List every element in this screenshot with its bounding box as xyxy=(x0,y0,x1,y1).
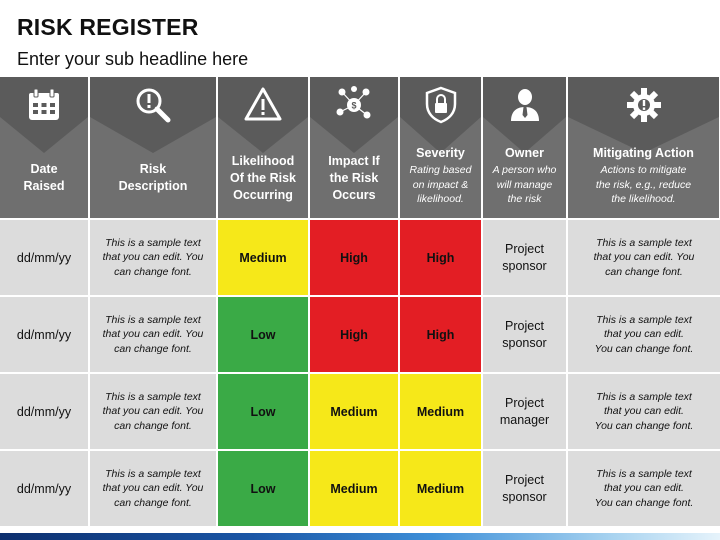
svg-text:$: $ xyxy=(351,100,357,111)
gear-icon xyxy=(624,85,664,125)
header-label: Severity xyxy=(416,146,465,160)
cell-severity: High xyxy=(400,220,481,295)
cell-severity: Medium xyxy=(400,451,481,526)
cell-owner: Project sponsor xyxy=(483,220,566,295)
cell-owner: Project sponsor xyxy=(483,451,566,526)
cell-mitigating-action: This is a sample text that you can edit. You can change font. xyxy=(568,451,720,526)
cell-mitigating-action: This is a sample text that you can edit. You can change font. xyxy=(568,220,720,295)
header-owner xyxy=(483,77,566,218)
cell-mitigating-action: This is a sample text that you can edit. You can change font. xyxy=(568,374,720,449)
magnifier-alert-icon xyxy=(133,85,173,125)
cell-likelihood: Low xyxy=(218,297,308,372)
cell-risk-description: This is a sample text that you can edit. You can change font. xyxy=(90,220,216,295)
cell-risk-description: This is a sample text that you can edit. You can change font. xyxy=(90,297,216,372)
header-label: Date Raised xyxy=(23,162,65,193)
cell-risk-description: This is a sample text that you can edit. You can change font. xyxy=(90,451,216,526)
cell-date-raised: dd/mm/yy xyxy=(0,451,88,526)
cell-impact: Medium xyxy=(310,451,398,526)
header-description xyxy=(90,77,216,218)
warning-icon xyxy=(243,85,283,125)
header-sublabel: Rating based on impact & likelihood. xyxy=(409,164,472,205)
calendar-icon xyxy=(24,85,64,125)
risk-register-table xyxy=(0,77,720,528)
header-severity xyxy=(400,77,481,218)
person-icon xyxy=(505,85,545,125)
header-likelihood xyxy=(218,77,308,218)
header-sublabel: Actions to mitigate the risk, e.g., reduce the likelihood. xyxy=(595,164,692,205)
header-sublabel: A person who will manage the risk xyxy=(492,164,557,205)
header-date xyxy=(0,77,88,218)
cell-risk-description: This is a sample text that you can edit. You can change font. xyxy=(90,374,216,449)
cell-impact: High xyxy=(310,297,398,372)
slide-subtitle: Enter your sub headline here xyxy=(17,49,249,69)
header-label: Risk Description xyxy=(118,162,188,193)
cell-severity: High xyxy=(400,297,481,372)
cell-likelihood: Medium xyxy=(218,220,308,295)
money-network-icon xyxy=(334,85,374,125)
cell-date-raised: dd/mm/yy xyxy=(0,220,88,295)
cell-owner: Project sponsor xyxy=(483,297,566,372)
cell-impact: Medium xyxy=(310,374,398,449)
footer-gradient-bar xyxy=(0,533,720,540)
cell-mitigating-action: This is a sample text that you can edit. You can change font. xyxy=(568,297,720,372)
cell-severity: Medium xyxy=(400,374,481,449)
header-label: Likelihood Of the Risk Occurring xyxy=(230,154,296,202)
cell-impact: High xyxy=(310,220,398,295)
header-impact xyxy=(310,77,398,218)
header-action xyxy=(568,77,719,218)
header-label: Impact If the Risk Occurs xyxy=(328,154,380,202)
shield-lock-icon xyxy=(421,85,461,125)
cell-likelihood: Low xyxy=(218,451,308,526)
slide-title: RISK REGISTER xyxy=(17,14,199,40)
cell-owner: Project manager xyxy=(483,374,566,449)
header-label: Owner xyxy=(505,146,544,160)
cell-likelihood: Low xyxy=(218,374,308,449)
cell-date-raised: dd/mm/yy xyxy=(0,374,88,449)
cell-date-raised: dd/mm/yy xyxy=(0,297,88,372)
header-label: Mitigating Action xyxy=(593,146,694,160)
